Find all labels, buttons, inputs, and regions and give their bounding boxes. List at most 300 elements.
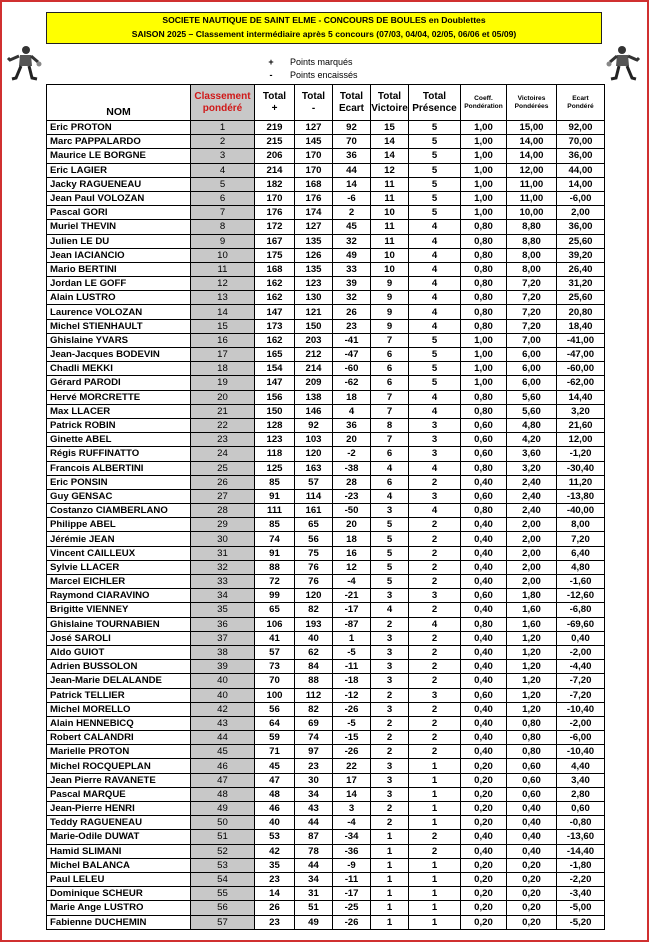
cell-total-minus: 82 [295,603,333,617]
cell-victoires-ponderees: 0,20 [507,887,557,901]
cell-total-presence: 5 [409,362,461,376]
cell-total-ecart: -15 [333,731,371,745]
cell-total-presence: 1 [409,787,461,801]
cell-total-presence: 5 [409,121,461,135]
table-row [47,404,605,418]
cell-classement: 32 [191,560,255,574]
cell-total-victoire: 3 [371,660,409,674]
cell-total-victoire: 9 [371,319,409,333]
cell-total-minus: 65 [295,518,333,532]
cell-total-presence: 2 [409,603,461,617]
cell-nom: Jérémie JEAN [47,532,191,546]
cell-nom: Ghislaine YVARS [47,333,191,347]
cell-classement: 37 [191,631,255,645]
cell-total-minus: 170 [295,163,333,177]
cell-total-minus: 44 [295,816,333,830]
cell-total-victoire: 14 [371,135,409,149]
cell-victoires-ponderees: 3,20 [507,461,557,475]
cell-total-presence: 4 [409,248,461,262]
cell-classement: 2 [191,135,255,149]
cell-total-presence: 2 [409,518,461,532]
cell-total-presence: 4 [409,277,461,291]
col-total-plus: Total + [255,85,295,121]
cell-classement: 22 [191,418,255,432]
cell-total-minus: 138 [295,390,333,404]
cell-ecart-pondere: -62,00 [557,376,605,390]
cell-total-plus: 156 [255,390,295,404]
cell-victoires-ponderees: 3,60 [507,447,557,461]
cell-total-presence: 3 [409,447,461,461]
cell-total-presence: 1 [409,872,461,886]
table-row [47,433,605,447]
cell-victoires-ponderees: 0,40 [507,816,557,830]
title-line-1: SOCIETE NAUTIQUE DE SAINT ELME - CONCOURS DE BOULES en Doublettes [162,15,486,25]
cell-coeff: 0,80 [461,617,507,631]
cell-ecart-pondere: -2,00 [557,716,605,730]
cell-victoires-ponderees: 0,40 [507,802,557,816]
cell-classement: 46 [191,759,255,773]
cell-total-victoire: 3 [371,504,409,518]
cell-total-presence: 5 [409,206,461,220]
table-row [47,631,605,645]
cell-total-presence: 4 [409,617,461,631]
cell-total-ecart: 39 [333,277,371,291]
title-line-2: SAISON 2025 – Classement intermédiaire après 5 concours (07/03, 04/04, 02/05, 06/06 et 05/09) [131,29,517,39]
cell-classement: 15 [191,319,255,333]
cell-coeff: 0,40 [461,731,507,745]
cell-coeff: 0,40 [461,660,507,674]
cell-total-plus: 147 [255,305,295,319]
cell-ecart-pondere: -1,80 [557,858,605,872]
cell-nom: Guy GENSAC [47,489,191,503]
cell-classement: 51 [191,830,255,844]
cell-victoires-ponderees: 1,20 [507,660,557,674]
cell-victoires-ponderees: 2,00 [507,518,557,532]
cell-nom: Eric PROTON [47,121,191,135]
cell-total-ecart: -9 [333,858,371,872]
cell-total-ecart: 4 [333,404,371,418]
cell-total-plus: 35 [255,858,295,872]
cell-total-plus: 150 [255,404,295,418]
cell-coeff: 0,20 [461,901,507,915]
cell-total-minus: 127 [295,220,333,234]
cell-total-victoire: 6 [371,362,409,376]
cell-classement: 50 [191,816,255,830]
cell-coeff: 0,40 [461,674,507,688]
cell-classement: 19 [191,376,255,390]
cell-victoires-ponderees: 1,20 [507,645,557,659]
cell-classement: 56 [191,901,255,915]
cell-ecart-pondere: 20,80 [557,305,605,319]
cell-total-victoire: 1 [371,872,409,886]
cell-total-presence: 3 [409,489,461,503]
cell-total-presence: 1 [409,802,461,816]
cell-total-plus: 168 [255,262,295,276]
cell-nom: Ghislaine TOURNABIEN [47,617,191,631]
cell-total-victoire: 7 [371,390,409,404]
cell-total-ecart: -26 [333,915,371,929]
cell-total-plus: 46 [255,802,295,816]
cell-total-minus: 135 [295,234,333,248]
cell-total-presence: 3 [409,433,461,447]
cell-total-minus: 123 [295,277,333,291]
cell-victoires-ponderees: 8,80 [507,220,557,234]
cell-total-ecart: -21 [333,589,371,603]
cell-ecart-pondere: 8,00 [557,518,605,532]
cell-total-plus: 215 [255,135,295,149]
cell-total-ecart: 36 [333,418,371,432]
table-row [47,234,605,248]
cell-ecart-pondere: 7,20 [557,532,605,546]
cell-total-presence: 2 [409,731,461,745]
table-row [47,135,605,149]
cell-coeff: 0,40 [461,518,507,532]
cell-victoires-ponderees: 7,20 [507,305,557,319]
cell-ecart-pondere: 31,20 [557,277,605,291]
cell-nom: Hamid SLIMANI [47,844,191,858]
cell-total-plus: 59 [255,731,295,745]
cell-total-presence: 5 [409,135,461,149]
cell-total-presence: 2 [409,575,461,589]
cell-coeff: 0,80 [461,404,507,418]
cell-victoires-ponderees: 2,00 [507,560,557,574]
cell-coeff: 0,20 [461,773,507,787]
cell-coeff: 0,40 [461,702,507,716]
cell-total-victoire: 11 [371,191,409,205]
cell-total-victoire: 5 [371,575,409,589]
cell-victoires-ponderees: 0,20 [507,915,557,929]
cell-ecart-pondere: -10,40 [557,702,605,716]
cell-coeff: 1,00 [461,376,507,390]
cell-total-presence: 2 [409,660,461,674]
cell-total-victoire: 5 [371,518,409,532]
cell-nom: Ginette ABEL [47,433,191,447]
cell-total-presence: 4 [409,220,461,234]
cell-total-plus: 162 [255,291,295,305]
legend-minus [262,69,358,82]
cell-classement: 13 [191,291,255,305]
cell-ecart-pondere: -13,80 [557,489,605,503]
cell-nom: Alain LUSTRO [47,291,191,305]
cell-total-minus: 92 [295,418,333,432]
cell-total-ecart: 18 [333,390,371,404]
cell-classement: 45 [191,745,255,759]
cell-total-ecart: -11 [333,660,371,674]
cell-total-presence: 3 [409,418,461,432]
cell-nom: Paul LELEU [47,872,191,886]
cell-nom: Francois ALBERTINI [47,461,191,475]
cell-total-plus: 118 [255,447,295,461]
cell-nom: Max LLACER [47,404,191,418]
cell-total-ecart: 45 [333,220,371,234]
cell-nom: Mario BERTINI [47,262,191,276]
cell-ecart-pondere: -6,00 [557,731,605,745]
cell-total-plus: 170 [255,191,295,205]
cell-total-victoire: 2 [371,716,409,730]
cell-total-minus: 49 [295,915,333,929]
cell-total-ecart: 28 [333,475,371,489]
cell-total-presence: 4 [409,305,461,319]
legend-plus-text: Points marqués [290,57,353,67]
cell-nom: Jean IACIANCIO [47,248,191,262]
col-total-presence: Total Présence [409,85,461,121]
table-row [47,702,605,716]
col-total-ecart: Total Ecart [333,85,371,121]
cell-total-plus: 53 [255,830,295,844]
cell-total-ecart: 23 [333,319,371,333]
cell-total-minus: 97 [295,745,333,759]
cell-coeff: 0,40 [461,844,507,858]
cell-ecart-pondere: -6,80 [557,603,605,617]
cell-victoires-ponderees: 2,40 [507,475,557,489]
table-row [47,560,605,574]
cell-ecart-pondere: -30,40 [557,461,605,475]
cell-classement: 27 [191,489,255,503]
cell-total-ecart: 12 [333,560,371,574]
cell-total-ecart: -34 [333,830,371,844]
table-row [47,447,605,461]
cell-nom: Philippe ABEL [47,518,191,532]
cell-total-ecart: -17 [333,887,371,901]
cell-ecart-pondere: 36,00 [557,149,605,163]
cell-ecart-pondere: -3,40 [557,887,605,901]
cell-coeff: 0,40 [461,631,507,645]
cell-total-minus: 44 [295,858,333,872]
cell-total-victoire: 10 [371,206,409,220]
cell-classement: 18 [191,362,255,376]
cell-nom: José SAROLI [47,631,191,645]
cell-coeff: 0,40 [461,475,507,489]
table-row [47,546,605,560]
cell-coeff: 1,00 [461,206,507,220]
cell-ecart-pondere: 70,00 [557,135,605,149]
table-row [47,305,605,319]
table-row [47,149,605,163]
table-row [47,915,605,929]
cell-nom: Michel BALANCA [47,858,191,872]
table-row [47,858,605,872]
cell-total-victoire: 1 [371,887,409,901]
cell-nom: Hervé MORCRETTE [47,390,191,404]
cell-total-minus: 127 [295,121,333,135]
cell-classement: 28 [191,504,255,518]
cell-total-minus: 31 [295,887,333,901]
cell-total-plus: 57 [255,645,295,659]
cell-victoires-ponderees: 15,00 [507,121,557,135]
cell-classement: 6 [191,191,255,205]
cell-total-minus: 209 [295,376,333,390]
cell-total-plus: 47 [255,773,295,787]
table-row [47,418,605,432]
cell-total-presence: 2 [409,716,461,730]
cell-total-ecart: 33 [333,262,371,276]
cell-total-ecart: 49 [333,248,371,262]
cell-total-victoire: 6 [371,376,409,390]
cell-ecart-pondere: 4,40 [557,759,605,773]
cell-total-presence: 4 [409,319,461,333]
cell-total-ecart: -6 [333,191,371,205]
cell-total-victoire: 1 [371,844,409,858]
cell-total-presence: 2 [409,745,461,759]
cell-total-ecart: -87 [333,617,371,631]
cell-classement: 20 [191,390,255,404]
cell-nom: Patrick ROBIN [47,418,191,432]
cell-total-ecart: -18 [333,674,371,688]
cell-ecart-pondere: 44,00 [557,163,605,177]
cell-coeff: 1,00 [461,177,507,191]
cell-coeff: 0,40 [461,546,507,560]
table-row [47,589,605,603]
cell-victoires-ponderees: 1,20 [507,631,557,645]
cell-victoires-ponderees: 1,60 [507,603,557,617]
cell-total-presence: 5 [409,376,461,390]
cell-total-victoire: 3 [371,773,409,787]
title-banner [46,12,602,44]
cell-total-plus: 14 [255,887,295,901]
cell-victoires-ponderees: 8,80 [507,234,557,248]
cell-total-plus: 214 [255,163,295,177]
cell-coeff: 0,40 [461,745,507,759]
cell-coeff: 1,00 [461,191,507,205]
cell-total-victoire: 15 [371,121,409,135]
cell-total-victoire: 3 [371,702,409,716]
col-total-victoire: Total Victoire [371,85,409,121]
cell-total-ecart: -4 [333,575,371,589]
cell-nom: Marc PAPPALARDO [47,135,191,149]
cell-nom: Marie Ange LUSTRO [47,901,191,915]
cell-nom: Teddy RAGUENEAU [47,816,191,830]
cell-total-ecart: 3 [333,802,371,816]
cell-nom: Eric PONSIN [47,475,191,489]
cell-total-minus: 43 [295,802,333,816]
cell-victoires-ponderees: 0,80 [507,716,557,730]
cell-total-victoire: 1 [371,915,409,929]
table-row [47,674,605,688]
cell-classement: 57 [191,915,255,929]
cell-coeff: 0,80 [461,504,507,518]
cell-total-plus: 56 [255,702,295,716]
cell-total-plus: 176 [255,206,295,220]
cell-ecart-pondere: 21,60 [557,418,605,432]
cell-total-plus: 85 [255,518,295,532]
table-row [47,660,605,674]
cell-total-presence: 5 [409,348,461,362]
table-row [47,191,605,205]
table-row [47,362,605,376]
cell-total-presence: 5 [409,177,461,191]
cell-victoires-ponderees: 1,60 [507,617,557,631]
cell-nom: Robert CALANDRI [47,731,191,745]
cell-total-presence: 1 [409,773,461,787]
table-row [47,688,605,702]
cell-ecart-pondere: -1,20 [557,447,605,461]
cell-total-victoire: 9 [371,277,409,291]
ranking-body [47,121,605,930]
table-row [47,262,605,276]
cell-ecart-pondere: -6,00 [557,191,605,205]
cell-total-ecart: -12 [333,688,371,702]
legend-plus [262,56,358,69]
cell-total-minus: 23 [295,759,333,773]
cell-total-ecart: -5 [333,645,371,659]
cell-total-victoire: 1 [371,901,409,915]
cell-total-minus: 176 [295,191,333,205]
cell-total-ecart: 32 [333,291,371,305]
cell-total-victoire: 6 [371,348,409,362]
cell-victoires-ponderees: 0,20 [507,901,557,915]
table-row [47,163,605,177]
cell-classement: 12 [191,277,255,291]
cell-total-presence: 4 [409,291,461,305]
cell-total-plus: 147 [255,376,295,390]
cell-nom: Jean-Pierre HENRI [47,802,191,816]
cell-total-presence: 2 [409,645,461,659]
cell-total-minus: 114 [295,489,333,503]
cell-victoires-ponderees: 2,40 [507,489,557,503]
cell-nom: Brigitte VIENNEY [47,603,191,617]
cell-victoires-ponderees: 1,20 [507,702,557,716]
cell-victoires-ponderees: 2,00 [507,546,557,560]
cell-classement: 4 [191,163,255,177]
cell-ecart-pondere: -2,20 [557,872,605,886]
legend-minus-symbol: - [269,70,273,80]
cell-total-victoire: 10 [371,262,409,276]
cell-total-minus: 34 [295,872,333,886]
cell-total-minus: 135 [295,262,333,276]
cell-classement: 40 [191,674,255,688]
cell-total-plus: 172 [255,220,295,234]
cell-victoires-ponderees: 5,60 [507,390,557,404]
cell-total-plus: 65 [255,603,295,617]
cell-total-minus: 120 [295,589,333,603]
cell-total-plus: 64 [255,716,295,730]
table-row [47,603,605,617]
table-row [47,291,605,305]
cell-victoires-ponderees: 4,80 [507,418,557,432]
cell-nom: Raymond CIARAVINO [47,589,191,603]
legend-minus-text: Points encaissés [290,70,358,80]
cell-victoires-ponderees: 5,60 [507,404,557,418]
cell-classement: 9 [191,234,255,248]
cell-total-plus: 162 [255,333,295,347]
cell-total-victoire: 6 [371,447,409,461]
cell-total-victoire: 1 [371,830,409,844]
cell-total-plus: 91 [255,489,295,503]
cell-total-presence: 4 [409,404,461,418]
table-row [47,759,605,773]
cell-total-minus: 120 [295,447,333,461]
cell-coeff: 0,40 [461,575,507,589]
cell-ecart-pondere: 0,40 [557,631,605,645]
cell-classement: 24 [191,447,255,461]
cell-total-presence: 1 [409,858,461,872]
cell-classement: 5 [191,177,255,191]
cell-total-minus: 34 [295,787,333,801]
cell-ecart-pondere: -0,80 [557,816,605,830]
cell-total-ecart: 16 [333,546,371,560]
cell-total-presence: 2 [409,830,461,844]
table-row [47,787,605,801]
cell-coeff: 0,80 [461,291,507,305]
cell-coeff: 0,80 [461,319,507,333]
cell-total-ecart: -4 [333,816,371,830]
cell-nom: Marie-Odile DUWAT [47,830,191,844]
cell-victoires-ponderees: 0,80 [507,731,557,745]
cell-total-plus: 106 [255,617,295,631]
cell-total-victoire: 4 [371,603,409,617]
cell-total-minus: 130 [295,291,333,305]
cell-classement: 49 [191,802,255,816]
